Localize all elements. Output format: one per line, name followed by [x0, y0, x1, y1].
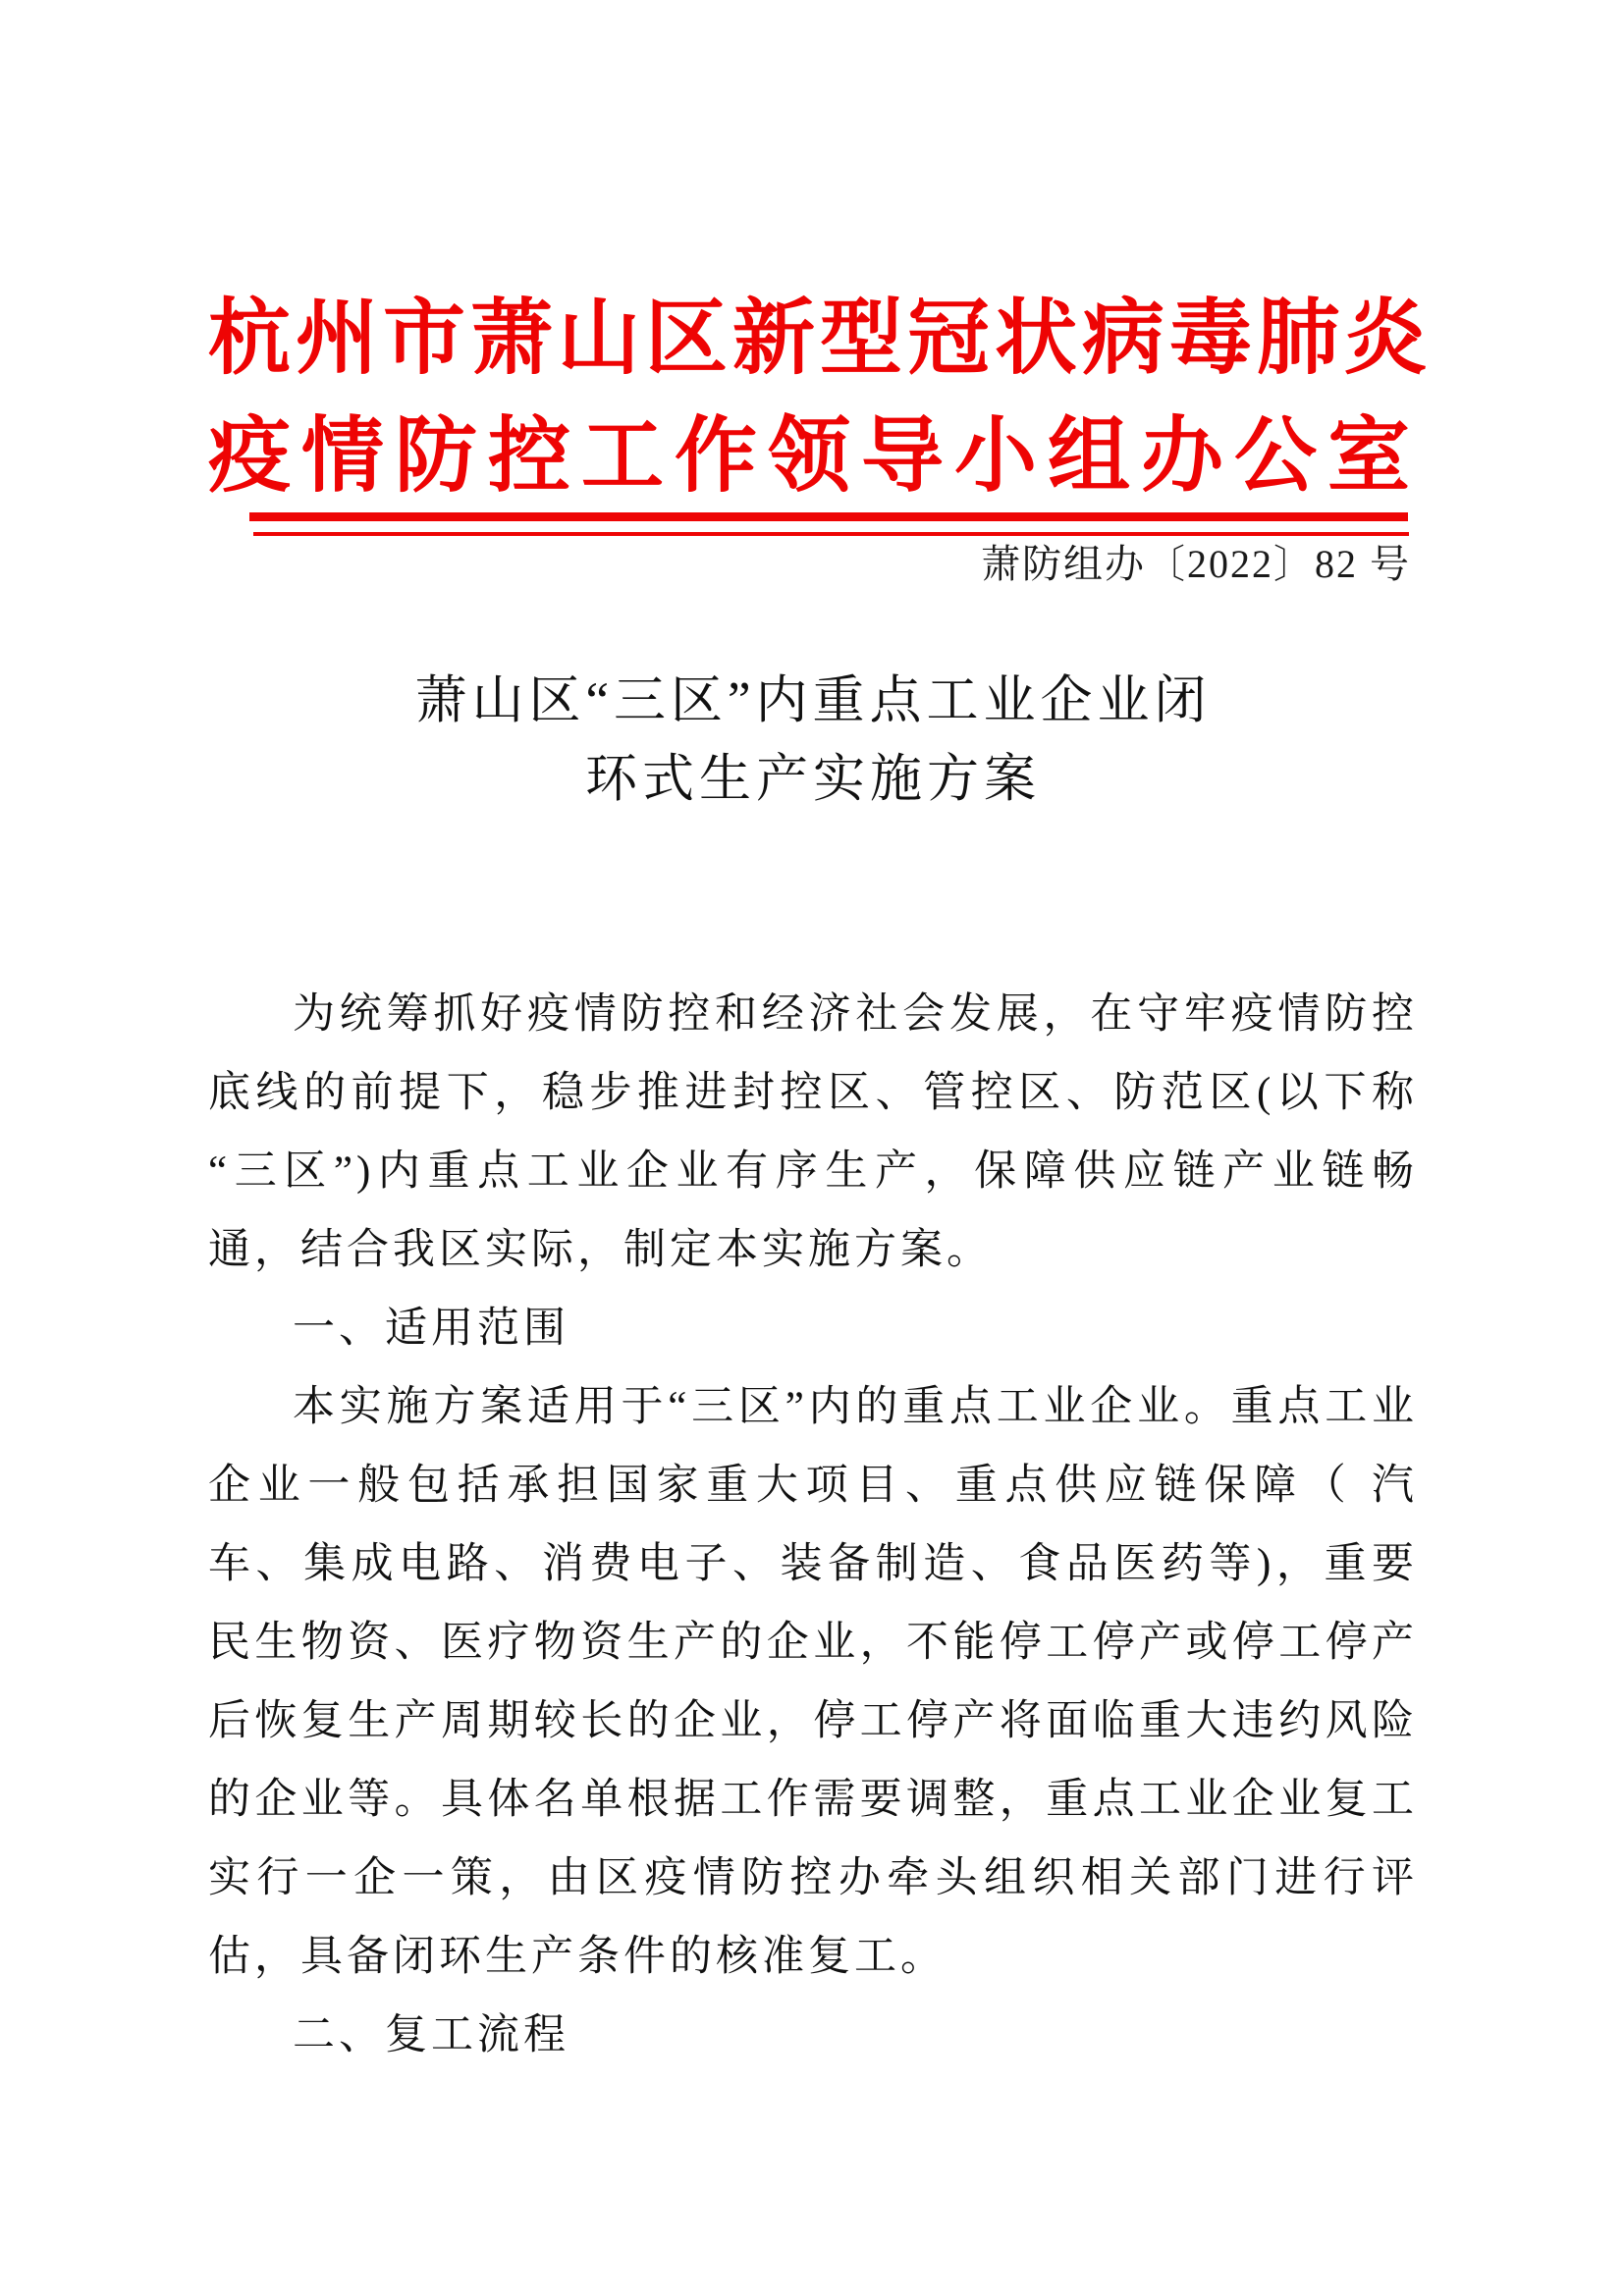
doc-body [208, 976, 1418, 2075]
doc-title-line1: 萧山区“三区”内重点工业企业闭 [414, 672, 1212, 729]
red-separator-thick [249, 512, 1408, 521]
doc-title [208, 662, 1418, 819]
section-heading-scope: 一、适用范围 [293, 1306, 569, 1352]
section-heading-resume-work: 二、复工流程 [293, 2012, 569, 2058]
red-separator-thin [253, 532, 1409, 536]
body-paragraph-intro: 为统筹抓好疫情防控和经济社会发展，在守牢疫情防控底线的前提下，稳步推进封控区、管控区、防范区(以下称“三区”)内重点工业企业有序生产，保障供应链产业链畅通，结合我区实际，制定本实施方案。 [208, 991, 1418, 1273]
letterhead [208, 281, 1433, 516]
doc-title-line2: 环式生产实施方案 [585, 751, 1041, 808]
body-paragraph-scope: 本实施方案适用于“三区”内的重点工业企业。重点工业企业一般包括承担国家重大项目、重点供应链保障（ 汽车、集成电路、消费电子、装备制造、食品医药等)，重要民生物资、医疗物资生产的企业，不能停工停产或停工停产后恢复生产周期较长的企业，停工停产将面临重大违约风险的企业等。具体名单根据工作需要调整，重点工业企业复工实行一企一策，由区疫情防控办牵头组织相关部门进行评估，具备闭环生产条件的核准复工。 [208, 1384, 1418, 1980]
letterhead-org-name-line1: 杭州市萧山区新型冠状病毒肺炎 [208, 294, 1433, 385]
doc-number: 萧防组办〔2022〕82 号 [981, 542, 1411, 586]
letterhead-org-name-line2: 疫情防控工作领导小组办公室 [208, 411, 1422, 503]
